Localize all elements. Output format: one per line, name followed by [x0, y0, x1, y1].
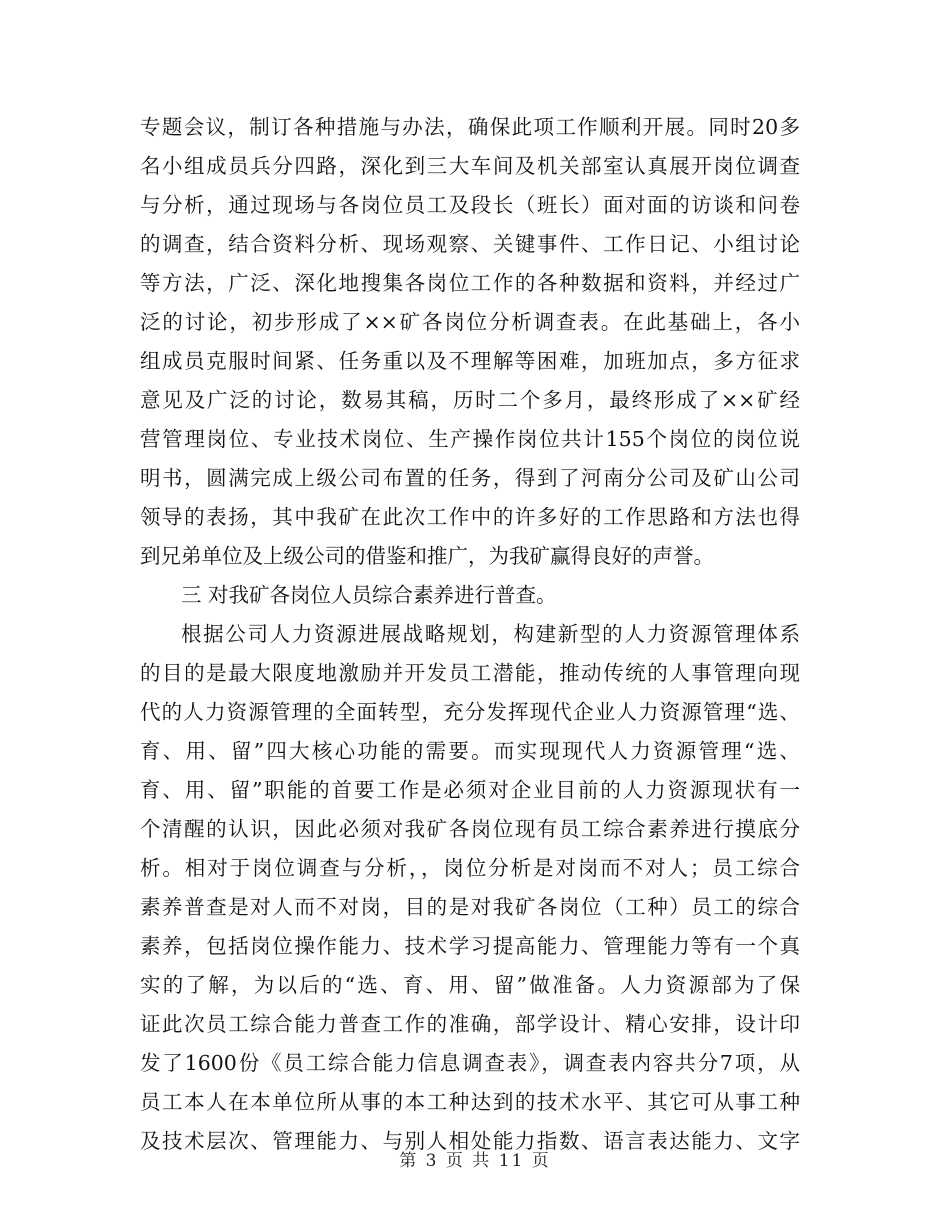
text-line: 的调查，结合资料分析、现场观察、关键事件、工作日记、小组讨论 — [140, 232, 800, 256]
text-line: 证此次员工综合能力普查工作的准确，部学设计、精心安排，设计印 — [140, 1012, 800, 1036]
text-line: 泛的讨论，初步形成了××矿各岗位分析调查表。在此基础上，各小 — [140, 310, 800, 334]
text-line: 个清醒的认识，因此必须对我矿各岗位现有员工综合素养进行摸底分 — [140, 817, 800, 841]
section-heading: 三 对我矿各岗位人员综合素养进行普查。 — [181, 583, 557, 607]
text-line: 的目的是最大限度地激励并开发员工潜能，推动传统的人事管理向现 — [140, 661, 800, 685]
text-line: 实的了解，为以后的“选、育、用、留”做准备。人力资源部为了保 — [140, 973, 800, 997]
text-line: 素养普查是对人而不对岗，目的是对我矿各岗位（工种）员工的综合 — [140, 895, 800, 919]
text-line: 素养，包括岗位操作能力、技术学习提高能力、管理能力等有一个真 — [140, 934, 800, 958]
section-heading-3 — [140, 576, 800, 615]
text-line: 意见及广泛的讨论，数易其稿，历时二个多月，最终形成了××矿经 — [140, 388, 800, 412]
text-line: 根据公司人力资源进展战略规划，构建新型的人力资源管理体系 — [181, 622, 800, 646]
text-line: 领导的表扬，其中我矿在此次工作中的许多好的工作思路和方法也得 — [140, 505, 800, 529]
text-line: 到兄弟单位及上级公司的借鉴和推广，为我矿赢得良好的声誉。 — [140, 544, 714, 568]
text-line: 育、用、留”职能的首要工作是必须对企业目前的人力资源现状有一 — [140, 778, 800, 802]
text-line: 及技术层次、管理能力、与别人相处能力指数、语言表达能力、文字 — [140, 1129, 800, 1153]
text-line: 组成员克服时间紧、任务重以及不理解等困难，加班加点，多方征求 — [140, 349, 800, 373]
text-line: 专题会议，制订各种措施与办法，确保此项工作顺利开展。同时20多 — [140, 115, 800, 139]
text-line: 明书，圆满完成上级公司布置的任务，得到了河南分公司及矿山公司 — [140, 466, 800, 490]
text-line: 员工本人在本单位所从事的本工种达到的技术水平、其它可从事工种 — [140, 1090, 800, 1114]
text-line: 营管理岗位、专业技术岗位、生产操作岗位共计155个岗位的岗位说 — [140, 427, 800, 451]
document-body — [140, 108, 800, 1161]
text-line: 名小组成员兵分四路，深化到三大车间及机关部室认真展开岗位调查 — [140, 154, 800, 178]
paragraph-2 — [140, 615, 800, 1161]
paragraph-1 — [140, 108, 800, 576]
text-line: 与分析，通过现场与各岗位员工及段长（班长）面对面的访谈和问卷 — [140, 193, 800, 217]
text-line: 代的人力资源管理的全面转型，充分发挥现代企业人力资源管理“选、 — [140, 700, 800, 724]
page-number-footer: 第 3 页 共 11 页 — [399, 1151, 551, 1171]
text-line: 育、用、留”四大核心功能的需要。而实现现代人力资源管理“选、 — [140, 739, 800, 763]
text-line: 析。相对于岗位调查与分析，，岗位分析是对岗而不对人；员工综合 — [140, 856, 800, 880]
text-line: 等方法，广泛、深化地搜集各岗位工作的各种数据和资料，并经过广 — [140, 271, 800, 295]
text-line: 发了1600份《员工综合能力信息调查表》，调查表内容共分7项，从 — [140, 1051, 800, 1075]
